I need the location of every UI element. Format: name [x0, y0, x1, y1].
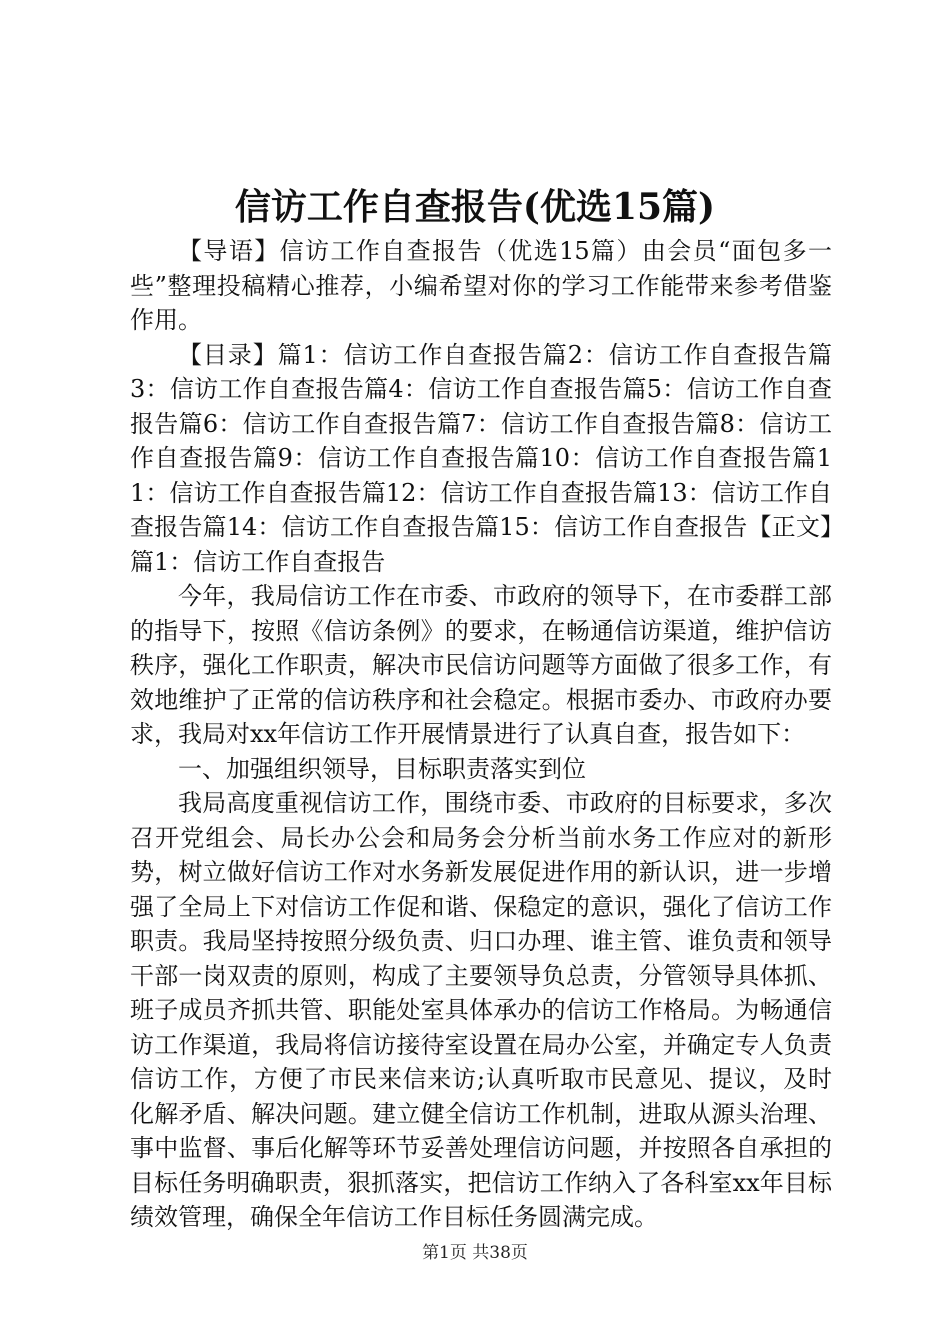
body-paragraph: 今年，我局信访工作在市委、市政府的领导下，在市委群工部的指导下，按照《信访条例》的要求，在畅通信访渠道，维护信访秩序，强化工作职责，解决市民信访问题等方面做了很多工作，有效地维护了正常的信访秩序和社会稳定。根据市委办、市政府办要求，我局对xx年信访工作开展情景进行了认真自查，报告如下： [130, 582, 832, 748]
body-paragraph: 我局高度重视信访工作，围绕市委、市政府的目标要求，多次召开党组会、局长办公会和局务会分析当前水务工作应对的新形势，树立做好信访工作对水务新发展促进作用的新认识，进一步增强了全局上下对信访工作促和谐、保稳定的意识，强化了信访工作职责。我局坚持按照分级负责、归口办理、谁主管、谁负责和领导干部一岗双责的原则，构成了主要领导负总责，分管领导具体抓、班子成员齐抓共管、职能处室具体承办的信访工作格局。为畅通信访工作渠道，我局将信访接待室设置在局办公室，并确定专人负责信访工作，方便了市民来信来访;认真听取市民意见、提议，及时化解矛盾、解决问题。建立健全信访工作机制，进取从源头治理、事中监督、事后化解等环节妥善处理信访问题，并按照各自承担的目标任务明确职责，狠抓落实，把信访工作纳入了各科室xx年目标绩效管理，确保全年信访工作目标任务圆满完成。 [130, 789, 832, 1231]
section-heading: 一、加强组织领导，目标职责落实到位 [178, 754, 586, 783]
lead-paragraph: 【导语】信访工作自查报告（优选15篇）由会员“面包多一些”整理投稿精心推荐，小编希望对你的学习工作能带来参考借鉴作用。 [130, 237, 832, 334]
page-number-footer: 第1页 共38页 [422, 1243, 528, 1263]
document-title: 信访工作自查报告(优选15篇) [234, 186, 716, 228]
document-body [130, 234, 832, 1235]
table-of-contents-paragraph: 【目录】篇1：信访工作自查报告篇2：信访工作自查报告篇3：信访工作自查报告篇4：信访工作自查报告篇5：信访工作自查报告篇6：信访工作自查报告篇7：信访工作自查报告篇8：信访工作自查报告篇9：信访工作自查报告篇10：信访工作自查报告篇11：信访工作自查报告篇12：信访工作自查报告篇13：信访工作自查报告篇14：信访工作自查报告篇15：信访工作自查报告【正文】篇1：信访工作自查报告 [130, 340, 832, 576]
